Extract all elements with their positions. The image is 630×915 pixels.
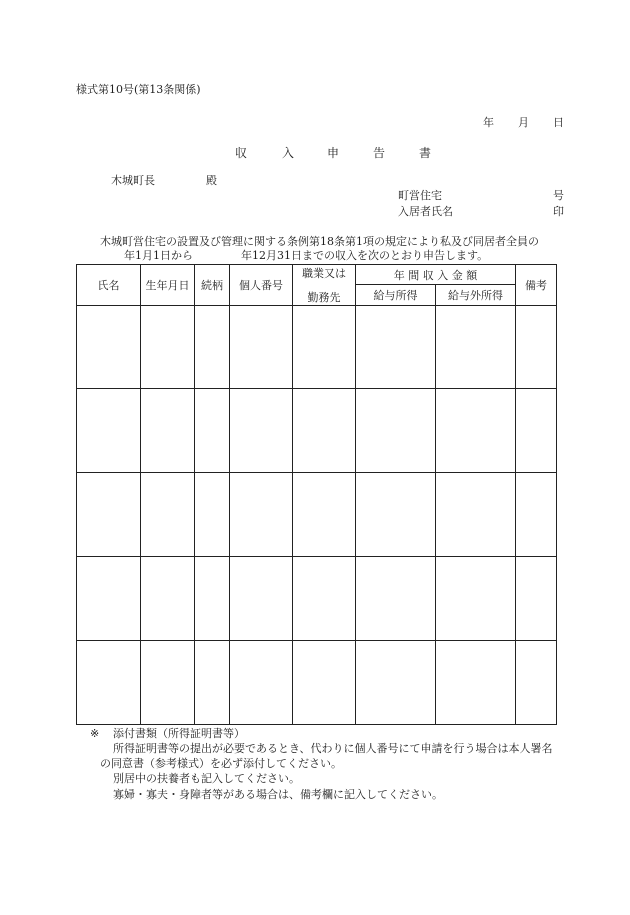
cell-other-income[interactable]: [436, 641, 516, 725]
cell-salary-income[interactable]: [356, 389, 436, 473]
title-char: 申: [327, 146, 340, 160]
header-annual-income: 年 間 収 入 金 額: [356, 265, 516, 285]
cell-salary-income[interactable]: [356, 473, 436, 557]
notes-mark: ※: [90, 727, 100, 740]
cell-birthdate[interactable]: [141, 306, 195, 389]
cell-personal-number[interactable]: [230, 306, 293, 389]
cell-other-income[interactable]: [436, 473, 516, 557]
notes-line-2: の同意書（参考様式）を必ず添付してください。: [100, 757, 342, 770]
title-char: 告: [373, 146, 386, 160]
cell-name[interactable]: [77, 389, 141, 473]
header-relation: 続柄: [195, 265, 230, 306]
notes-line-1: 所得証明書等の提出が必要であるとき、代わりに個人番号にて申請を行う場合は本人署名: [113, 742, 553, 755]
cell-occupation[interactable]: [293, 557, 356, 641]
notes-line-3: 別居中の扶養者も記入してください。: [113, 772, 300, 785]
date-day-label: 日: [553, 116, 564, 129]
cell-occupation[interactable]: [293, 473, 356, 557]
cell-birthdate[interactable]: [141, 389, 195, 473]
cell-remarks[interactable]: [516, 557, 557, 641]
date-year-label: 年: [483, 116, 494, 129]
cell-other-income[interactable]: [436, 389, 516, 473]
cell-name[interactable]: [77, 557, 141, 641]
cell-birthdate[interactable]: [141, 557, 195, 641]
cell-remarks[interactable]: [516, 641, 557, 725]
cell-salary-income[interactable]: [356, 557, 436, 641]
cell-name[interactable]: [77, 306, 141, 389]
income-declaration-table: [76, 264, 557, 725]
cell-name[interactable]: [77, 641, 141, 725]
addressee-name: 木城町長: [111, 174, 155, 187]
cell-remarks[interactable]: [516, 473, 557, 557]
cell-remarks[interactable]: [516, 306, 557, 389]
cell-occupation[interactable]: [293, 389, 356, 473]
table-row: [77, 306, 557, 389]
header-occupation: [293, 265, 356, 306]
resident-name-label: 入居者氏名: [398, 205, 453, 218]
cell-relation[interactable]: [195, 641, 230, 725]
header-occupation-top: 職業又は: [302, 267, 346, 280]
seal-mark: 印: [553, 205, 564, 218]
cell-salary-income[interactable]: [356, 306, 436, 389]
header-birthdate: 生年月日: [141, 265, 195, 306]
cell-birthdate[interactable]: [141, 641, 195, 725]
form-identifier: 様式第10号(第13条関係): [76, 83, 201, 96]
date-month-label: 月: [518, 116, 529, 129]
cell-relation[interactable]: [195, 557, 230, 641]
title-char: 入: [282, 146, 295, 160]
cell-occupation[interactable]: [293, 641, 356, 725]
cell-relation[interactable]: [195, 389, 230, 473]
cell-salary-income[interactable]: [356, 641, 436, 725]
cell-relation[interactable]: [195, 306, 230, 389]
statement-period-end: 年12月31日までの収入を次のとおり申告します。: [241, 249, 489, 262]
header-other-income: 給与外所得: [436, 285, 516, 306]
cell-personal-number[interactable]: [230, 641, 293, 725]
notes-heading: 添付書類（所得証明書等）: [113, 727, 245, 740]
cell-relation[interactable]: [195, 473, 230, 557]
cell-personal-number[interactable]: [230, 473, 293, 557]
cell-personal-number[interactable]: [230, 557, 293, 641]
title-char: 収: [235, 146, 248, 160]
cell-personal-number[interactable]: [230, 389, 293, 473]
table-row: [77, 557, 557, 641]
cell-other-income[interactable]: [436, 557, 516, 641]
table-row: [77, 473, 557, 557]
statement-period-start: 年1月1日から: [124, 249, 193, 262]
addressee-honorific: 殿: [206, 174, 217, 187]
cell-occupation[interactable]: [293, 306, 356, 389]
header-remarks: 備考: [516, 265, 557, 306]
cell-birthdate[interactable]: [141, 473, 195, 557]
header-occupation-bottom: 勤務先: [307, 291, 341, 304]
header-salary-income: 給与所得: [356, 285, 436, 306]
residence-label: 町営住宅: [398, 189, 442, 202]
notes-line-4: 寡婦・寡夫・身障者等がある場合は、備考欄に記入してください。: [113, 788, 443, 801]
title-char: 書: [419, 146, 432, 160]
cell-name[interactable]: [77, 473, 141, 557]
table-row: [77, 641, 557, 725]
table-row: [77, 389, 557, 473]
cell-other-income[interactable]: [436, 306, 516, 389]
statement-line-1: 木城町営住宅の設置及び管理に関する条例第18条第1項の規定により私及び同居者全員の: [100, 235, 539, 248]
header-name: 氏名: [77, 265, 141, 306]
cell-remarks[interactable]: [516, 389, 557, 473]
header-personal-number: 個人番号: [230, 265, 293, 306]
residence-number-suffix: 号: [553, 189, 564, 202]
